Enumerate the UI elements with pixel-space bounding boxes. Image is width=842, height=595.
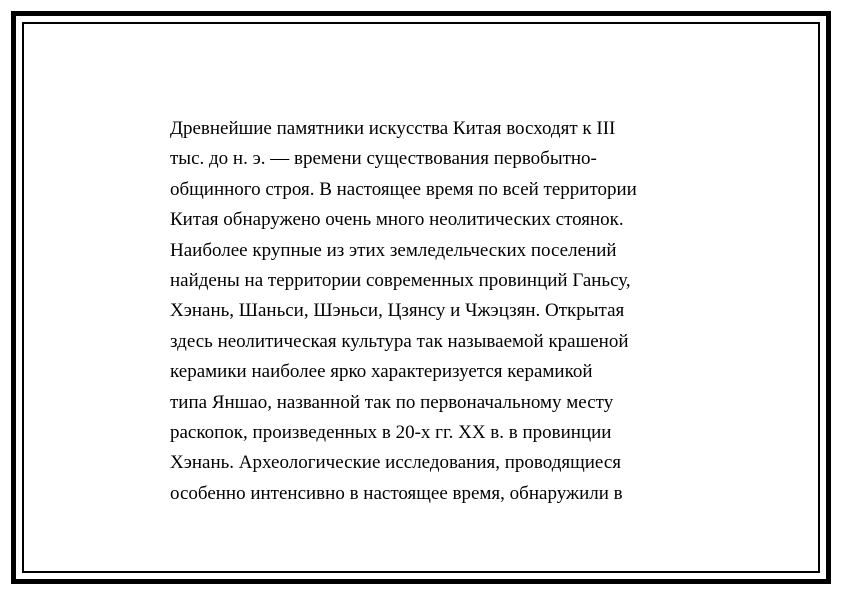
text-line-12: Хэнань. Археологические исследования, проводящиеся bbox=[170, 452, 621, 474]
text-line-8: здесь неолитическая культура так называемой крашеной bbox=[170, 330, 629, 352]
text-line-13: особенно интенсивно в настоящее время, обнаружили в bbox=[170, 482, 623, 504]
text-line-2: тыс. до н. э. — времени существования первобытно- bbox=[170, 148, 597, 170]
text-line-1: Древнейшие памятники искусства Китая восходят к III bbox=[170, 118, 616, 139]
text-line-7: Хэнань, Шаньси, Шэньси, Цзянсу и Чжэцзян. Открытая bbox=[170, 300, 625, 322]
slide-body-text bbox=[170, 114, 730, 509]
text-line-10: типа Яншао, названной так по первоначальному месту bbox=[170, 391, 614, 413]
text-line-9: керамики наиболее ярко характеризуется керамикой bbox=[170, 361, 593, 383]
text-line-11: раскопок, произведенных в 20-х гг. XX в. в провинции bbox=[170, 422, 612, 444]
text-line-5: Наиболее крупные из этих земледельческих поселений bbox=[170, 239, 617, 261]
text-line-3: общинного строя. В настоящее время по всей территории bbox=[170, 178, 637, 200]
text-line-4: Китая обнаружено очень много неолитических стоянок. bbox=[170, 209, 624, 231]
text-line-6: найдены на территории современных провинций Ганьсу, bbox=[170, 270, 631, 292]
